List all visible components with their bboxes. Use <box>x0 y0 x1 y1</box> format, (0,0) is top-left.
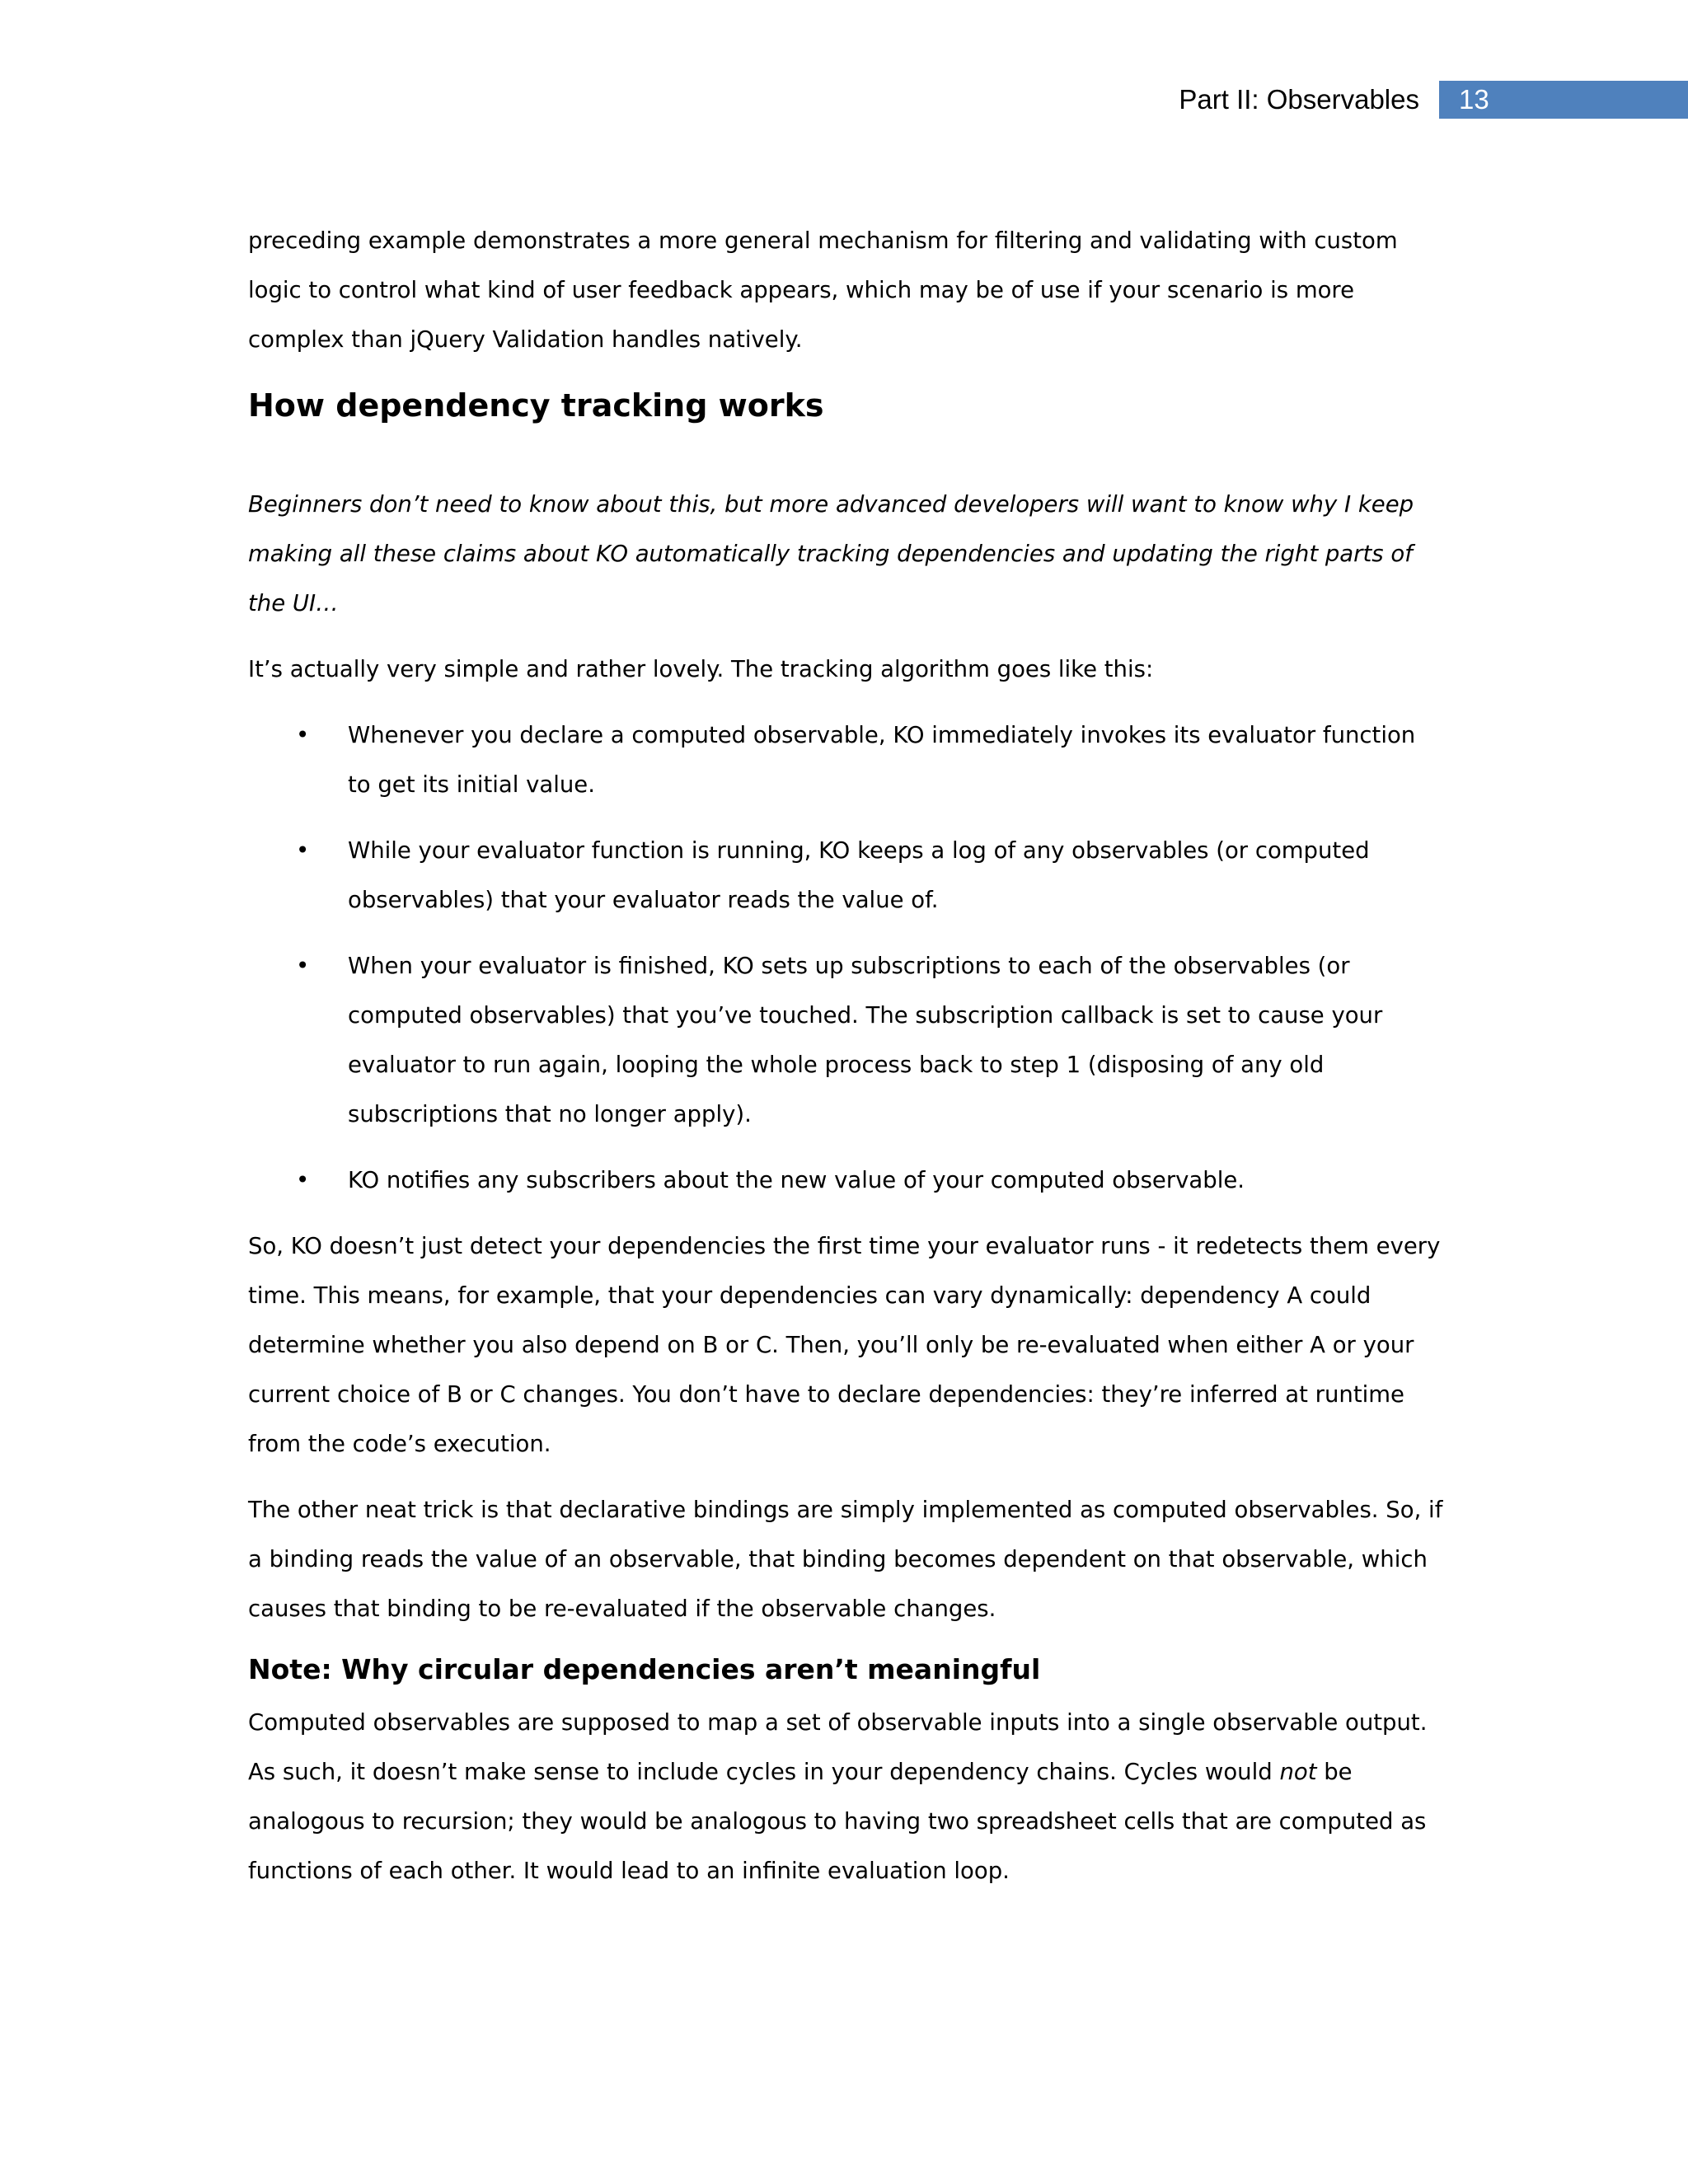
circular-text-part2: be analogous to recursion; they would be analogous to having two spreadsheet cells that are computed as functions of each other. It would lead to an infinite evaluation loop. <box>248 1759 1427 1884</box>
algorithm-steps-list <box>248 710 1445 1205</box>
list-item <box>248 941 1445 1139</box>
section-heading: How dependency tracking works <box>248 387 824 424</box>
page-header <box>1179 81 1688 119</box>
intro-paragraph: preceding example demonstrates a more general mechanism for filtering and validating with custom logic to control what kind of user feedback appears, which may be of use if your scenario is more complex than jQuery Validation handles natively. <box>248 227 1398 353</box>
header-title: Part II: Observables <box>1179 84 1419 115</box>
bindings-paragraph: The other neat trick is that declarative bindings are simply implemented as computed observables. So, if a binding reads the value of an observable, that binding becomes dependent on that observable, which causes that binding to be re-evaluated if the observable changes. <box>248 1497 1443 1622</box>
list-item <box>248 710 1445 809</box>
list-item-text: KO notifies any subscribers about the new value of your computed observable. <box>348 1167 1245 1193</box>
bullet-icon: • <box>296 953 310 979</box>
bullet-icon: • <box>296 722 310 748</box>
circular-text-part1: Computed observables are supposed to map a set of observable inputs into a single observable output. As such, it doesn’t make sense to include cycles in your dependency chains. Cycles would <box>248 1709 1428 1785</box>
list-item <box>248 1155 1445 1205</box>
emphasis-not: not <box>1279 1759 1317 1785</box>
note-heading: Note: Why circular dependencies aren’t meaningful <box>248 1653 1041 1685</box>
list-item <box>248 826 1445 925</box>
algorithm-intro-paragraph: It’s actually very simple and rather lovely. The tracking algorithm goes like this: <box>248 656 1154 682</box>
page-number: 13 <box>1439 81 1688 119</box>
circular-dependencies-paragraph <box>248 1698 1445 1896</box>
redetect-paragraph: So, KO doesn’t just detect your dependencies the first time your evaluator runs - it redetects them every time. This means, for example, that your dependencies can vary dynamically: dependency A could determine whether you also depend on B or C. Then, you’ll only be re-evaluated when either A or your current choice of B or C changes. You don’t have to declare dependencies: they’re inferred at runtime from the code’s execution. <box>248 1233 1441 1457</box>
list-item-text: While your evaluator function is running, KO keeps a log of any observables (or computed observables) that your evaluator reads the value of. <box>348 837 1370 913</box>
bullet-icon: • <box>296 837 310 864</box>
bullet-icon: • <box>296 1167 310 1193</box>
italic-note: Beginners don’t need to know about this, but more advanced developers will want to know why I keep making all these claims about KO automatically tracking dependencies and updating the right parts of the UI… <box>248 491 1414 616</box>
list-item-text: When your evaluator is finished, KO sets up subscriptions to each of the observables (or computed observables) that you’ve touched. The subscription callback is set to cause your evaluator to run again, looping the whole process back to step 1 (disposing of any old subscriptions that no longer apply). <box>348 953 1383 1127</box>
list-item-text: Whenever you declare a computed observable, KO immediately invokes its evaluator function to get its initial value. <box>348 722 1416 798</box>
document-body <box>248 216 1445 1896</box>
